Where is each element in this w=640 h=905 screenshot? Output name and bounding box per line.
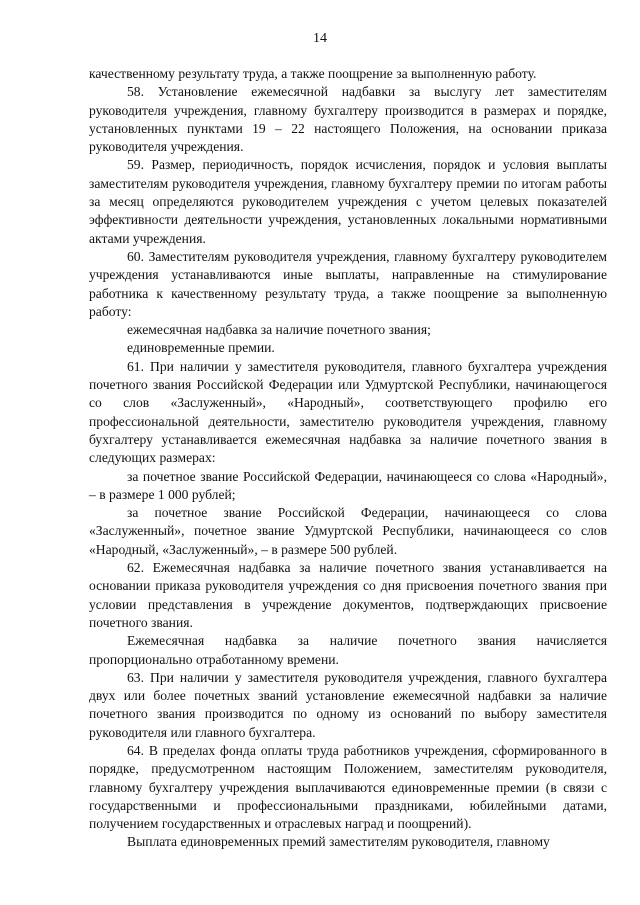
list-item-monthly-bonus: ежемесячная надбавка за наличие почетного звания; — [127, 322, 431, 338]
paragraph-continuation: качественному результату труда, а также поощрение за выполненную работу. — [89, 66, 537, 81]
paragraph-62-proportional: Ежемесячная надбавка за наличие почетного звания начисляется пропорционально отработанному времени. — [89, 633, 607, 667]
paragraph-59: 59. Размер, периодичность, порядок исчисления, порядок и условия выплаты заместителям руководителя учреждения, главному бухгалтеру премии по итогам работы за месяц определяются руководителем учреждения с учетом целевых показателей эффективности деятельности учреждения, установленных локальными нормативными актами учреждения. — [89, 157, 607, 246]
paragraph-60: 60. Заместителям руководителя учреждения, главному бухгалтеру руководителем учреждения устанавливаются иные выплаты, направленные на стимулирование работника к качественному результату труда, а также поощрение за выполненную работу: — [89, 248, 607, 319]
page-number: 14 — [313, 31, 327, 46]
paragraph-64: 64. В пределах фонда оплаты труда работников учреждения, сформированного в порядке, предусмотренном настоящим Положением, заместителям руководителя, главному бухгалтеру учреждения выплачиваются единовременные премии (в связи с государственными и профессиональными праздниками, юбилейными датами, получением государственных и отраслевых наград и поощрений). — [89, 742, 607, 832]
paragraph-61-narodny: за почетное звание Российской Федерации, начинающееся со слова «Народный», – в размере 1 000 рублей; — [89, 468, 607, 502]
paragraph-63: 63. При наличии у заместителя руководителя учреждения, главного бухгалтера двух или более почетных званий установление ежемесячной надбавки за наличие почетного звания производится по одному из оснований по выбору заместителя руководителя или главного бухгалтера. — [89, 669, 607, 740]
paragraph-58: 58. Установление ежемесячной надбавки за выслугу лет заместителям руководителя учреждения, главному бухгалтеру производится в размерах и порядке, установленных пунктами 19 – 22 настоящего Положения, на основании приказа руководителя учреждения. — [89, 84, 607, 155]
paragraph-61: 61. При наличии у заместителя руководителя, главного бухгалтера учреждения почетного звания Российской Федерации или Удмуртской Республики, начинающегося со слов «Заслуженный», «Народный», соответствующего профилю его профессиональной деятельности, заместителю руководителя учреждения, главному бухгалтеру устанавливается ежемесячная надбавка за наличие почетного звания в следующих размерах: — [89, 358, 607, 466]
paragraph-62: 62. Ежемесячная надбавка за наличие почетного звания устанавливается на основании приказа руководителя учреждения со дня присвоения почетного звания при условии представления в учреждение документов, подтверждающих присвоение почетного звания. — [89, 560, 607, 630]
paragraph-64-payment: Выплата единовременных премий заместителям руководителя, главному — [127, 834, 550, 850]
paragraph-61-zasluzhenny: за почетное звание Российской Федерации, начинающееся со слова «Заслуженный», почетное звание Удмуртской Республики, начинающееся со слов «Народный, «Заслуженный», – в размере 500 рублей. — [89, 505, 607, 557]
document-body — [89, 65, 607, 852]
list-item-one-time-bonus: единовременные премии. — [127, 340, 275, 356]
